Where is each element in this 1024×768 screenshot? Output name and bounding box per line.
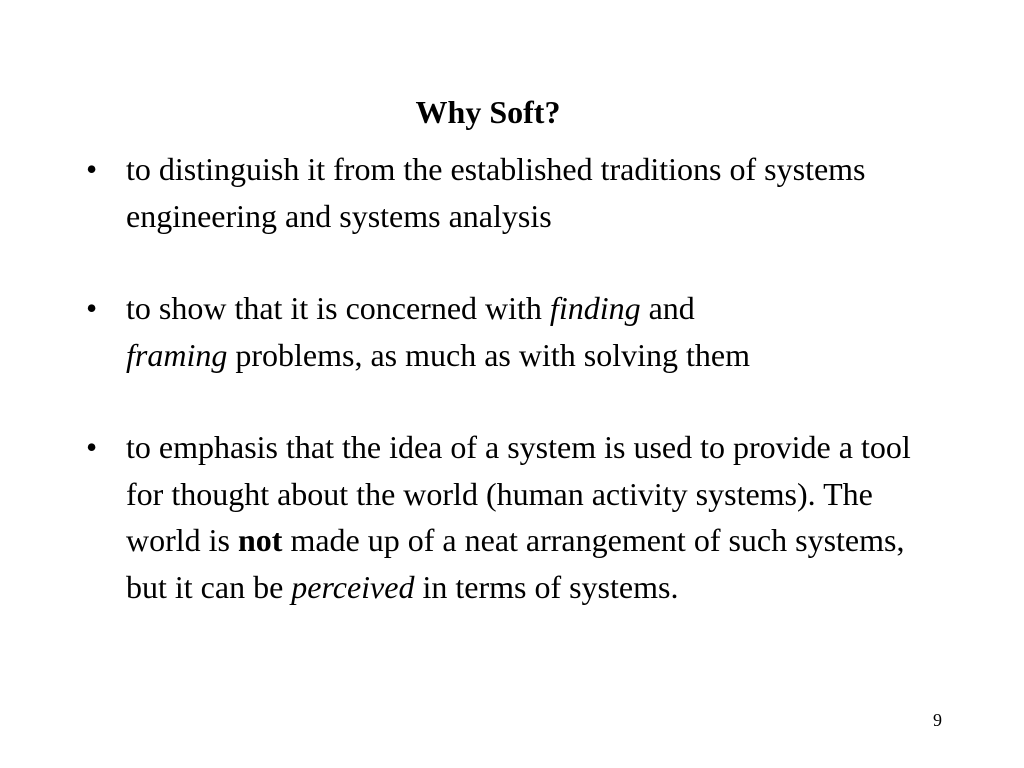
bullet-text-segment: to show that it is concerned with	[126, 290, 550, 326]
bullet-icon: •	[86, 151, 98, 187]
page-number: 9	[933, 710, 942, 730]
bullet-list	[86, 146, 936, 610]
bullet-text	[126, 290, 750, 373]
emphasis-finding: finding	[549, 290, 641, 326]
emphasis-framing: framing	[126, 336, 228, 373]
slide-title: Why Soft?	[415, 94, 561, 130]
bullet-icon: •	[86, 290, 98, 326]
bullet-text	[126, 151, 866, 234]
bullet-text	[126, 429, 911, 605]
bullet-text-segment: to distinguish it from the established traditions of systems engineering and systems analysis	[126, 151, 866, 234]
bullet-item-distinguish	[86, 146, 936, 239]
bullet-text-segment: in terms of systems.	[414, 568, 679, 605]
bullet-icon: •	[86, 429, 98, 465]
bullet-text-segment: to emphasis that the idea of a system is used to provide a tool for thought about the world (human activity systems). The world is	[126, 429, 911, 558]
bullet-text-segment: and	[640, 290, 695, 326]
bullet-text-segment: made up of a neat arrangement of such systems, but it can be	[126, 522, 905, 605]
emphasis-perceived: perceived	[291, 568, 415, 605]
bullet-item-finding-framing	[86, 285, 936, 378]
bullet-text-segment: problems, as much as with solving them	[227, 336, 750, 373]
emphasis-not: not	[238, 522, 283, 558]
bullet-item-tool-for-thought	[86, 424, 936, 610]
